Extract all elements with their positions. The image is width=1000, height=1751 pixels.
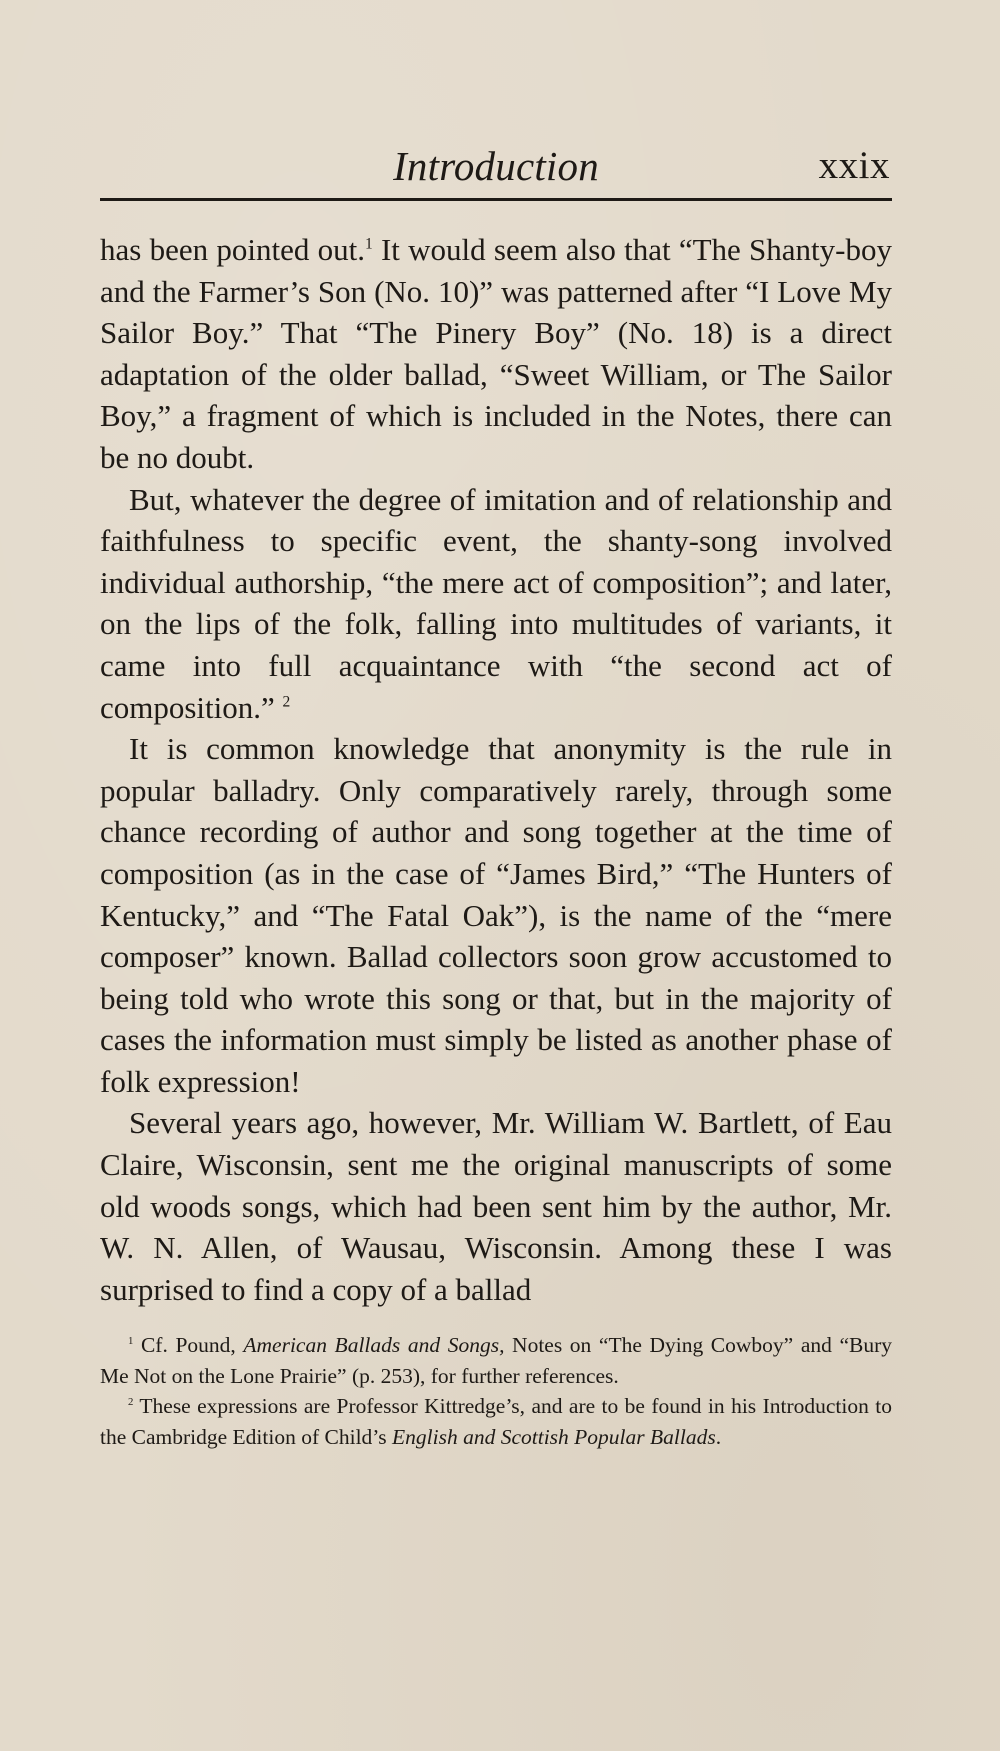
running-header [100, 142, 892, 190]
page-number: xxix [818, 144, 890, 187]
footnote-mark: 2 [128, 1395, 134, 1408]
paragraph-text: But, whatever the degree of imitation and of relationship and faithfulness to specific event, the shanty-song involved individual authorship, “the mere act of composition”; and later, on the lips of the folk, falling into multitudes of variants, it came into full acquaintance with “the second act of composition.” [100, 481, 892, 725]
footnote-mark: 1 [128, 1334, 134, 1347]
paragraph-text: It would seem also that “The Shanty-boy and the Farmer’s Son (No. 10)” was patterned after “I Love My Sailor Boy.” That “The Pinery Boy” (No. 18) is a direct adaptation of the older ballad, “Sweet William, or The Sailor Boy,” a fragment of which is included in the Notes, there can be no doubt. [100, 232, 892, 475]
footnote-italic: English and Scottish Popular Ballads [392, 1424, 716, 1449]
footnote-text: Cf. Pound, [133, 1333, 244, 1357]
paragraph [100, 479, 892, 729]
running-title: Introduction [393, 143, 599, 189]
paragraph [100, 229, 892, 479]
footnote-text: Notes on “The Dying Cowboy” and “Bury Me Not on the Lone Prairie” (p. 253), for further references. [100, 1333, 892, 1388]
footnote-text: These expressions are Professor Kittredge’s, and are to be found in his Introduction to the Cambridge Edition of Child’s [100, 1394, 892, 1449]
footnote-ref: 2 [282, 692, 291, 710]
footnote-text: . [715, 1424, 722, 1449]
paragraph: It is common knowledge that anonymity is the rule in popular balladry. Only comparatively rarely, through some chance recording of author and song together at the time of composition (as in the case of “James Bird,” “The Hunters of Kentucky,” and “The Fatal Oak”), is the name of the “mere composer” known. Ballad collectors soon grow accustomed to being told who wrote this song or that, but in the majority of cases the information must simply be listed as another phase of folk expression! [100, 731, 892, 1099]
paragraph-text: has been pointed out. [100, 232, 365, 267]
main-text [100, 229, 892, 1310]
footnote-italic: American Ballads and Songs, [243, 1333, 505, 1357]
footnotes [100, 1330, 892, 1452]
footnote-ref: 1 [364, 235, 373, 253]
footnote [100, 1330, 892, 1391]
paragraph: Several years ago, however, Mr. William W. Bartlett, of Eau Claire, Wisconsin, sent me the original manuscripts of some old woods songs, which had been sent him by the author, Mr. W. N. Allen, of Wausau, Wisconsin. Among these I was surprised to find a copy of a ballad [100, 1105, 892, 1307]
footnote [100, 1391, 892, 1452]
header-rule [100, 198, 892, 201]
